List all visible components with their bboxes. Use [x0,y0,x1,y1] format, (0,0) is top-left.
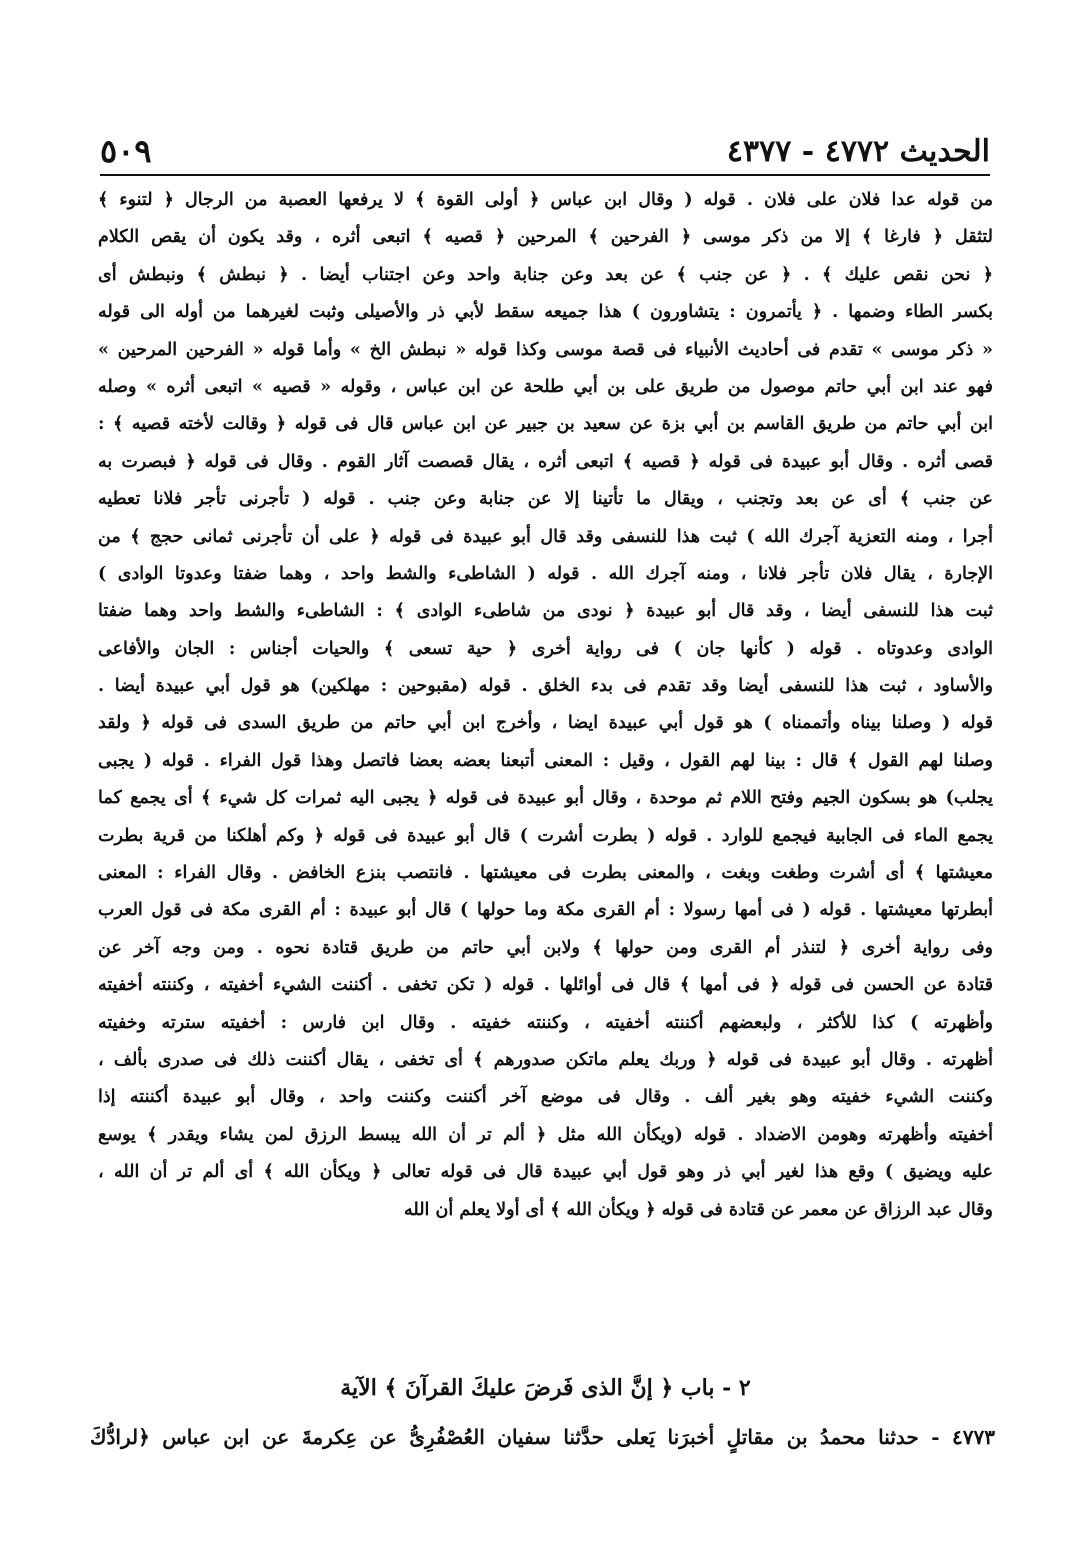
text-line: الإجارة ، يقال فلان تأجر فلانا ، ومنه آجرك الله . قوله ( الشاطىء والشط واحد ، وهما ضفتا وعدوتا الوادى ) [98,563,993,584]
hadith-isnad-line: ٤٧٧٣ - حدثنا محمدُ بن مقاتلٍ أخبرَنا يَعلى حدَّثنا سفيان العُصْفُرِىُّ عن عِكرمةَ عن ابن عباس ﴿لرادُّكَ [90,1425,995,1449]
text-line: وصلنا لهم القول ﴾ قال : بينا لهم القول ، وقيل : المعنى أتبعنا بعضه بعضا فاتصل وهذا قول الفراء . قوله ( يجبى [98,750,993,771]
text-line: أجرا ، ومنه التعزية آجرك الله ) ثبت هذا للنسفى وقد قال أبو عبيدة فى قوله ﴿ على أن تأجرنى ثمانى حجج ﴾ من [98,526,993,547]
text-line: معيشتها ﴾ أى أشرت وطغت وبغت ، والمعنى بطرت فى معيشتها . فانتصب بنزع الخافض . وقال الفراء : المعنى [98,863,993,884]
text-line: عليه ويضيق ) وقع هذا لغير أبي ذر وهو قول أبي عبيدة قال فى قوله تعالى ﴿ ويكأن الله ﴾ أى ألم تر أن الله ، [98,1162,993,1183]
commentary-text [98,182,993,1229]
text-line: وأظهرته ) كذا للأكثر ، ولبعضهم أكننته أخفيته ، وكننته خفيته . وقال ابن فارس : أخفيته سترته وخفيته [98,1012,993,1033]
text-line: وفى رواية أخرى ﴿ لتنذر أم القرى ومن حولها ﴾ ولابن أبي حاتم من طريق قتادة نحوه . ومن وجه آخر عن [98,937,993,958]
text-line: وكننت الشيء خفيته وهو بغير ألف . وقال فى موضع آخر أكننت وكننت واحد ، وقال أبو عبيدة أكننته إذا [98,1087,993,1108]
text-line: لتثقل ﴿ فارغا ﴾ إلا من ذكر موسى ﴿ الفرحين ﴾ المرحين ﴿ قصيه ﴾ اتبعى أثره ، وقد يكون أن يقص الكلام [98,227,993,248]
text-line: من قوله عدا فلان على فلان . قوله ( وقال ابن عباس ﴿ أولى القوة ﴾ لا يرفعها العصبة من الرجال ﴿ لتنوء ﴾ [98,190,993,210]
text-line: الوادى وعدوتاه . قوله ( كأنها جان ) فى رواية أخرى ﴿ حية تسعى ﴾ والحيات أجناس : الجان والأفاعى [98,638,993,659]
text-line: عن جنب ﴾ أى عن بعد وتجنب ، ويقال ما تأتينا إلا عن جنابة وعن جنب . قوله ( تأجرنى تأجر فلانا تعطيه [98,489,993,510]
text-line: ﴿ نحن نقص عليك ﴾ . ﴿ عن جنب ﴾ عن بعد وعن جنابة واحد وعن اجتناب أيضا . ﴿ نبطش ﴾ ونبطش أى [98,264,993,285]
text-line: قتادة عن الحسن فى قوله ﴿ فى أمها ﴾ قال فى أوائلها . قوله ( تكن تخفى . أكننت الشيء أخفيته ، وكننته أخفيته [98,975,993,996]
text-line: بكسر الطاء وضمها . ﴿ يأتمرون : يتشاورون ) هذا جميعه سقط لأبي ذر والأصيلى وثبت لغيرهما من أوله الى قوله [98,302,993,323]
text-line: أبطرتها معيشتها . قوله ( فى أمها رسولا : أم القرى مكة وما حولها ) قال أبو عبيدة : أم القرى مكة فى قول العرب [98,900,993,921]
text-line: وقال عبد الرزاق عن معمر عن قتادة فى قوله ﴿ ويكأن الله ﴾ أى أولا يعلم أن الله [404,1199,993,1220]
text-line: يجمع الماء فى الجابية فيجمع للوارد . قوله ( بطرت أشرت ) قال أبو عبيدة فى قوله ﴿ وكم أهلكنا من قرية بطرت [98,825,993,846]
text-line: قصى أثره . وقال أبو عبيدة فى قوله ﴿ قصيه ﴾ اتبعى أثره ، يقال قصصت آثار القوم . وقال فى قوله ﴿ فبصرت به [98,451,993,472]
text-line: فهو عند ابن أبي حاتم موصول من طريق على بن أبي طلحة عن ابن عباس ، وقوله « قصيه » اتبعى أثره » وصله [98,376,993,397]
chapter-heading: ٢ - باب ﴿ إنَّ الذى فَرضَ عليكَ القرآنَ ﴾ الآية [340,1375,751,1401]
text-line: ابن أبي حاتم من طريق القاسم بن أبي بزة عن سعيد بن جبير عن ابن عباس قال فى قوله ﴿ وقالت لأخته قصيه ﴾ : [98,414,993,435]
page-number: ٥٠٩ [100,132,152,170]
running-title: الحديث ٤٧٧٢ - ٤٣٧٧ [726,133,990,169]
text-line: والأساود ، ثبت هذا للنسفى أيضا وقد تقدم فى بدء الخلق . قوله (مقبوحين : مهلكين) هو قول أبي عبيدة أيضا . [98,676,993,697]
text-line: يجلب) هو بسكون الجيم وفتح اللام ثم موحدة ، وقال أبو عبيدة فى قوله ﴿ يجبى اليه ثمرات كل شيء ﴾ أى يجمع كما [98,788,993,809]
text-line: أخفيته وأظهرته وهومن الاضداد . قوله (ويكأن الله مثل ﴿ ألم تر أن الله يبسط الرزق لمن يشاء ويقدر ﴾ يوسع [98,1124,993,1145]
text-line: أظهرته . وقال أبو عبيدة فى قوله ﴿ وربك يعلم ماتكن صدورهم ﴾ أى تخفى ، يقال أكننت ذلك فى صدرى بألف ، [98,1049,993,1070]
text-line: ثبت هذا للنسفى أيضا ، وقد قال أبو عبيدة ﴿ نودى من شاطىء الوادى ﴾ : الشاطىء والشط واحد وهما ضفتا [98,601,993,622]
text-line: « ذكر موسى » تقدم فى أحاديث الأنبياء فى قصة موسى وكذا قوله « نبطش الخ » وأما قوله « الفرحين المرحين » [98,339,993,360]
page-header [100,128,990,176]
text-line: قوله ( وصلنا بيناه وأتممناه ) هو قول أبي عبيدة ايضا ، وأخرج ابن أبي حاتم من طريق السدى فى قوله ﴿ ولقد [98,713,993,734]
